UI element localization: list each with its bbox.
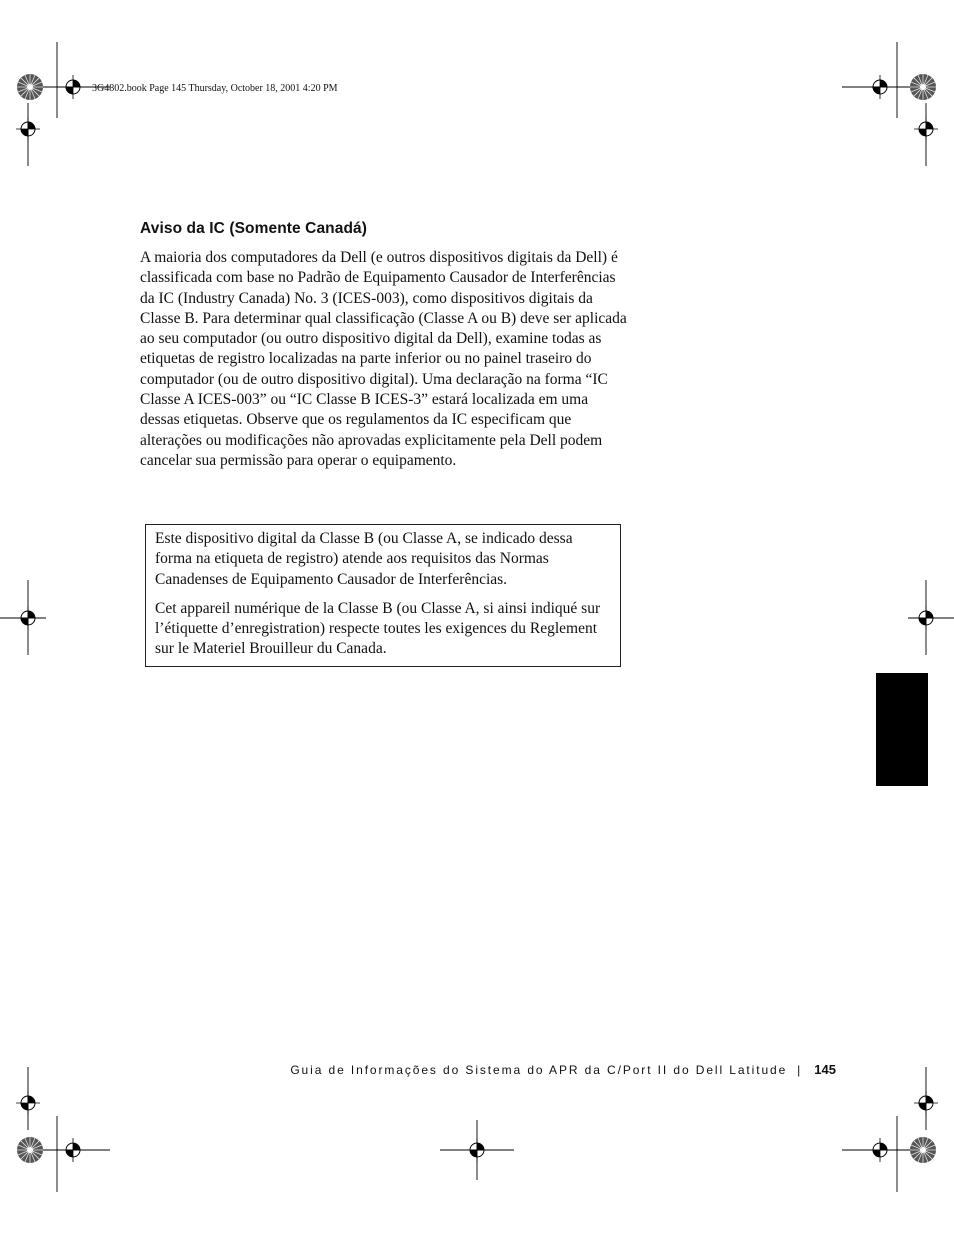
section-tab	[876, 673, 928, 786]
notice-box	[145, 524, 621, 667]
footer-separator: |	[797, 1063, 801, 1077]
page-footer	[290, 1062, 836, 1077]
body-paragraph: A maioria dos computadores da Dell (e outros dispositivos digitais da Dell) é classificada com base no Padrão de Equipamento Causador de Interferências da IC (Industry Canada) No. 3 (ICES-003), como dispositivos digitais da Classe B. Para determinar qual classificação (Classe A ou B) deve ser aplicada ao seu computador (ou outro dispositivo digital da Dell), examine todas as etiquetas de registro localizadas na parte inferior ou no painel traseiro do computador (ou de outro dispositivo digital). Uma declaração na forma “IC Classe A ICES-003” ou “IC Classe B ICES-3” estará localizada em uma dessas etiquetas. Observe que os regulamentos da IC especificam que alterações ou modificações não aprovadas explicitamente pela Dell podem cancelar sua permissão para operar o equipamento.	[140, 249, 627, 469]
section-heading: Aviso da IC (Somente Canadá)	[140, 220, 368, 237]
notice-french: Cet appareil numérique de la Classe B (ou Classe A, si ainsi indiqué sur l’étiquette d’enregistration) respecte toutes les exigences du Reglement sur le Materiel Brouilleur du Canada.	[155, 599, 601, 658]
main-content	[140, 220, 630, 471]
notice-portuguese: Este dispositivo digital da Classe B (ou Classe A, se indicado dessa forma na etiqueta de registro) atende aos requisitos das Normas Canadenses de Equipamento Causador de Interferências.	[155, 530, 573, 588]
slug-line: 3G4802.book Page 145 Thursday, October 18, 2001 4:20 PM	[92, 83, 338, 94]
page-number: 145	[814, 1062, 836, 1077]
footer-title: Guia de Informações do Sistema do APR da C/Port II do Dell Latitude	[290, 1063, 788, 1077]
